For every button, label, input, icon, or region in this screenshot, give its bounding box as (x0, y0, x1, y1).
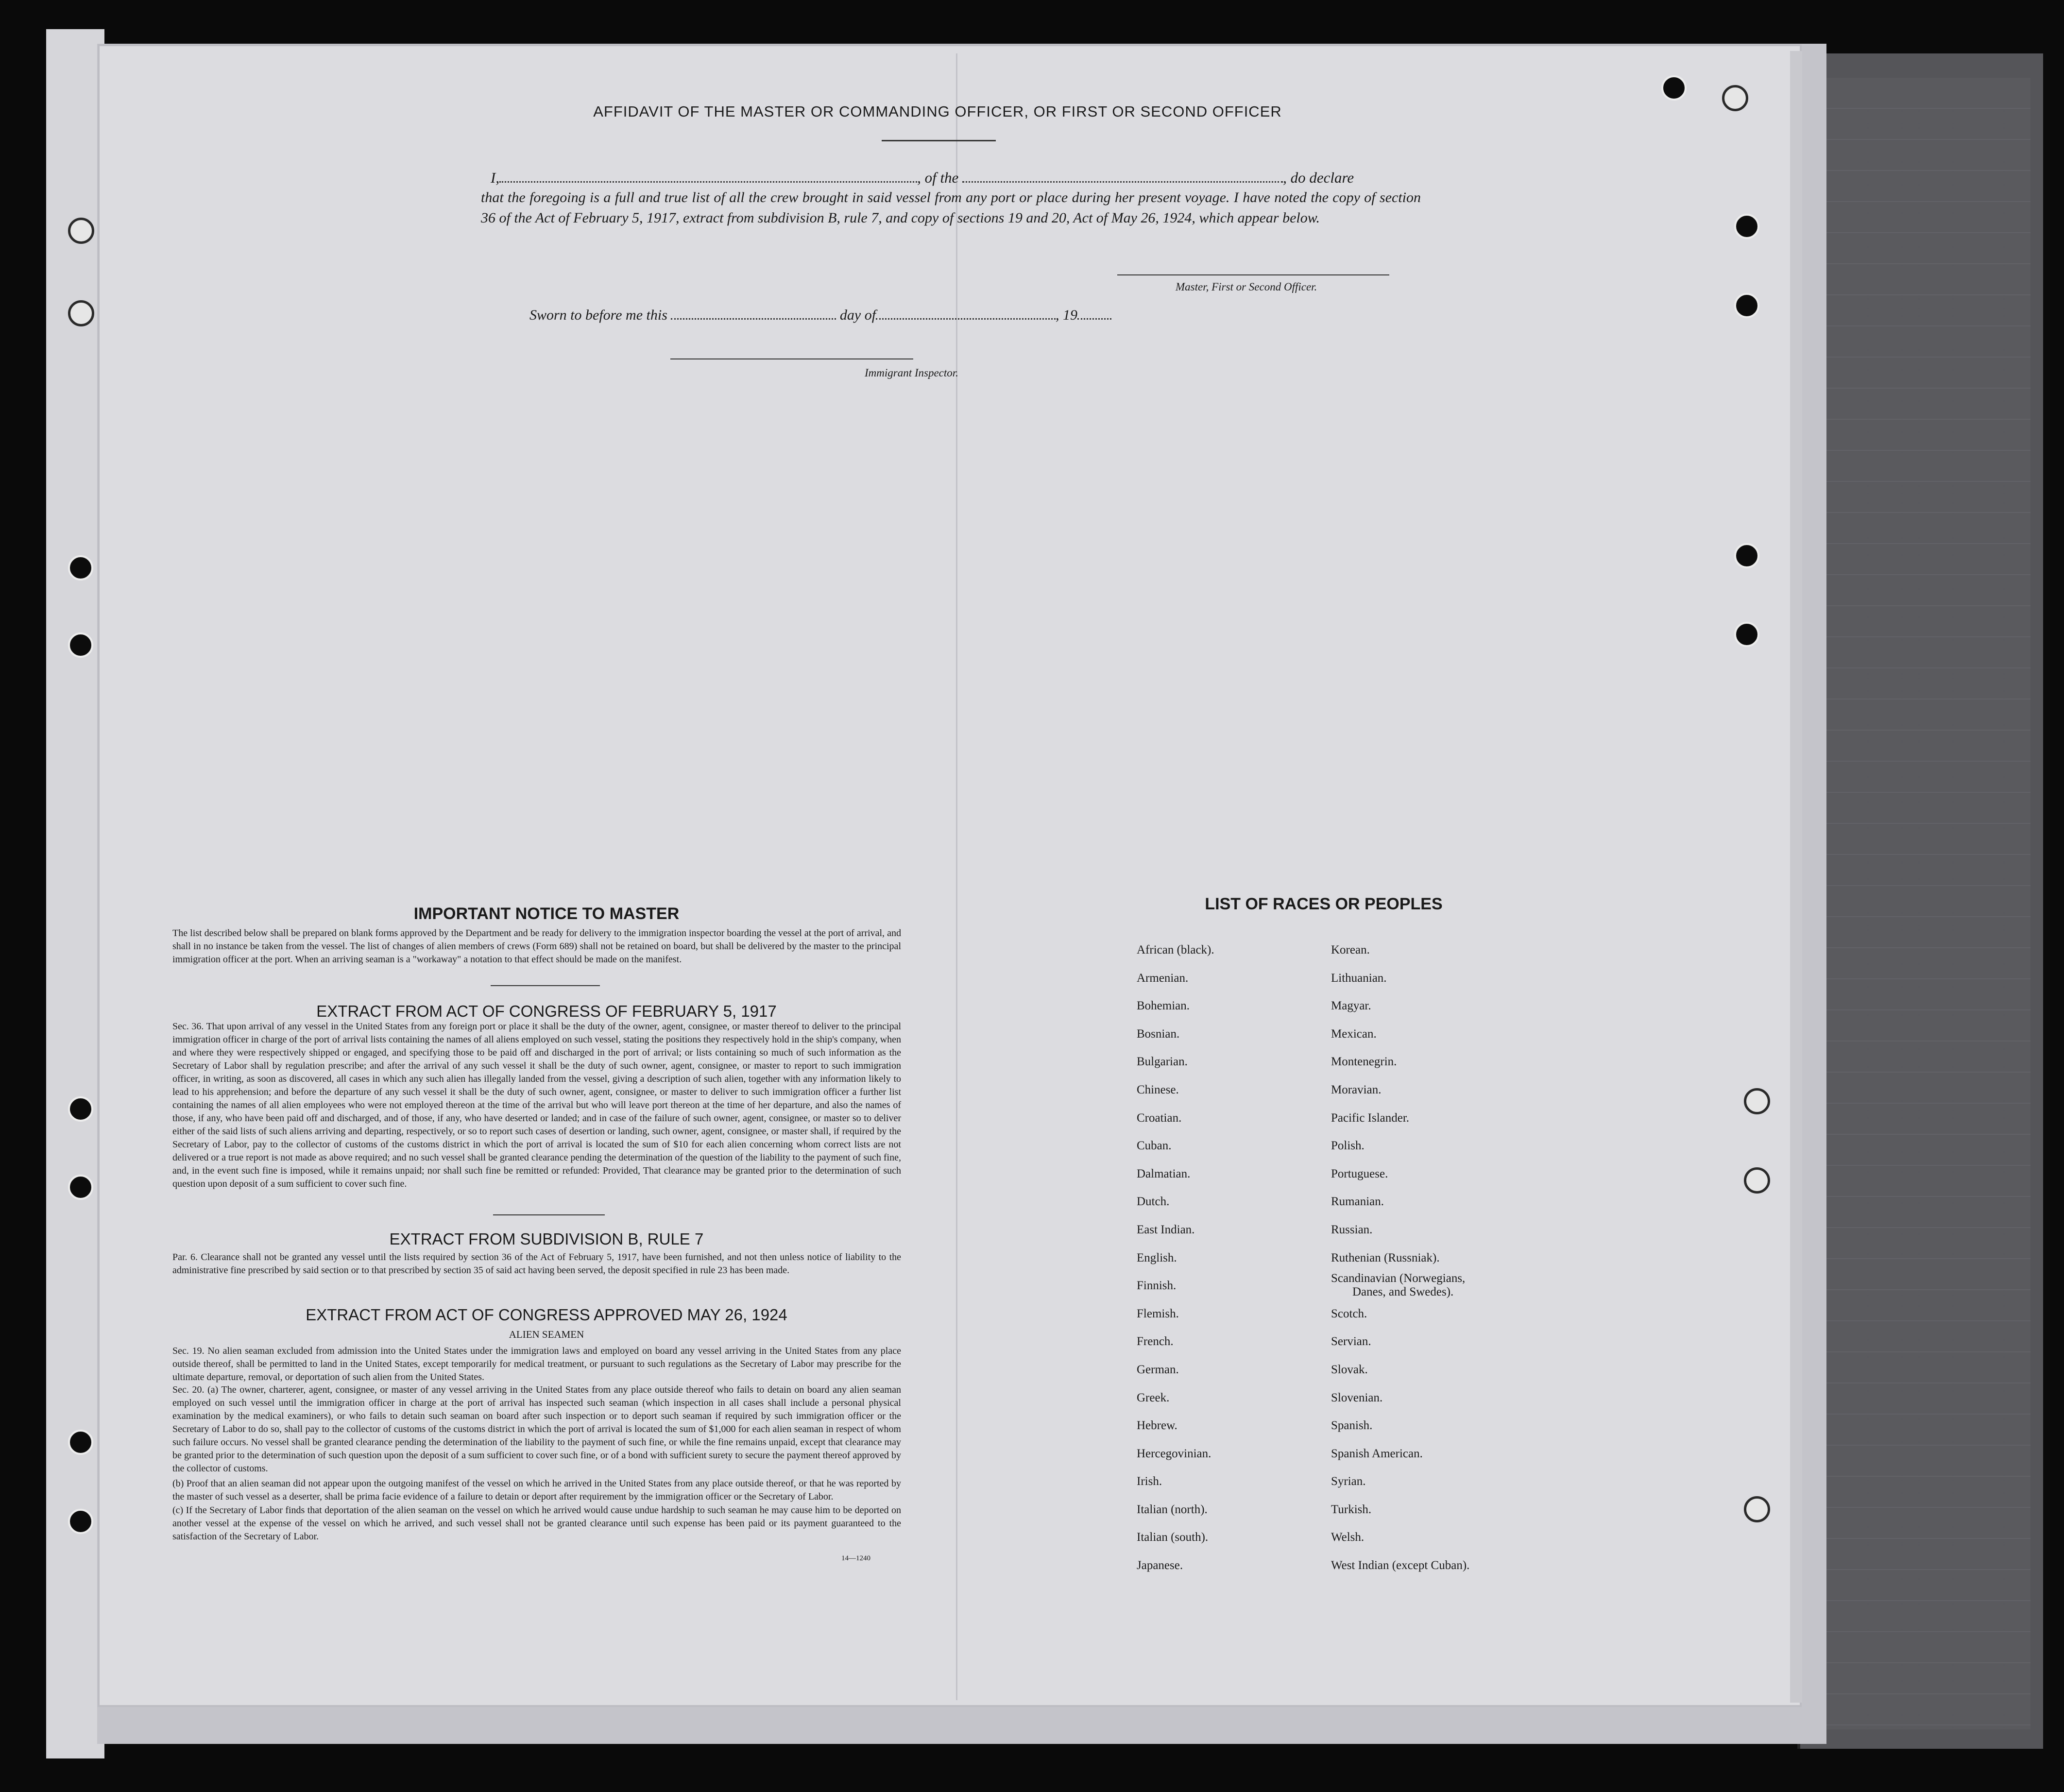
punch-hole (68, 218, 94, 244)
act-1924-title: EXTRACT FROM ACT OF CONGRESS APPROVED MAY 26, 1924 (306, 1306, 787, 1324)
title-divider (882, 140, 996, 141)
rule-7-body: Par. 6. Clearance shall not be granted any vessel until the lists required by section 36 of the Act of February 5, 1917, have been furnished, and not then unless notice of liability to the administrative fine prescribed by said section or to that prescribed by section 35 of said act having been served, the deposit specified in rule 23 has been made. (172, 1252, 901, 1276)
sworn-year-field[interactable] (1077, 318, 1111, 320)
punch-hole (1661, 75, 1687, 101)
act-1924-sec20c: (c) If the Secretary of Labor finds that deportation of the alien seaman on the vessel on which he arrived would cause undue hardship to such seaman he may cause him to be deported on another vessel at the expense of the vessel on which he arrived, and such vessel shall not be granted clearance until such expense has been paid or its payment guaranteed to the satisfaction of the Secretary of Labor. (172, 1505, 901, 1542)
race-item: Bulgarian. (1137, 1055, 1188, 1069)
race-item: Greek. (1137, 1391, 1170, 1404)
affidavit-title: AFFIDAVIT OF THE MASTER OR COMMANDING OFFICER, OR FIRST OR SECOND OFFICER (593, 103, 1282, 120)
notice-body: The list described below shall be prepared on blank forms approved by the Department and be ready for delivery to the immigration inspector boarding the vessel at the port of arrival, and shall in no instance be taken from the vessel. The list of changes of alien members of crews (Form 689) shall not be retained on board, but shall be delivered by the master to the principal immigration officer at the port. When an arriving seaman is a "workaway" a notation to that effect should be made on the manifest. (172, 928, 901, 965)
affidavit-declaration-line (481, 168, 1423, 188)
race-item: Hercegovinian. (1137, 1447, 1211, 1460)
affidavit-body: that the foregoing is a full and true list of all the crew brought in said vessel from any port or place during her present voyage. I have noted the copy of section 36 of the Act of February 5, 1917, extract from subdivision B, rule 7, and copy of sections 19 and 20, Act of May 26, 1924, which appear below. (481, 189, 1421, 226)
race-item: Slovenian. (1331, 1391, 1383, 1404)
punch-hole (68, 300, 94, 326)
races-title: LIST OF RACES OR PEOPLES (1205, 895, 1443, 913)
punch-hole (68, 1509, 93, 1534)
inspector-signature-line (670, 358, 913, 359)
race-item: French. (1137, 1335, 1174, 1348)
race-item: Irish. (1137, 1475, 1162, 1488)
race-item: Armenian. (1137, 971, 1189, 985)
race-item: African (black). (1137, 943, 1214, 956)
race-item: Portuguese. (1331, 1167, 1388, 1180)
year-label: , 19 (1056, 307, 1078, 323)
sheet-edge (1790, 51, 1802, 1703)
race-item: Bohemian. (1137, 999, 1190, 1013)
notice-title: IMPORTANT NOTICE TO MASTER (413, 905, 680, 923)
race-item: Flemish. (1137, 1307, 1179, 1320)
act-1924-sec20b: (b) Proof that an alien seaman did not appear upon the outgoing manifest of the vessel on which he arrived in the United States from any place outside thereof, or that he was reported by the master of such vessel as a deserter, shall be prima facie evidence of a failure to detain or deport after requirement by the immigration officer or the Secretary of Labor. (172, 1478, 901, 1502)
race-item-line: Scandinavian (Norwegians, (1331, 1272, 1466, 1285)
race-item: Japanese. (1137, 1559, 1183, 1572)
section-divider (493, 1214, 605, 1215)
punch-hole (1734, 293, 1759, 318)
race-item: East Indian. (1137, 1223, 1195, 1236)
race-item: Dutch. (1137, 1195, 1170, 1209)
i-label: I, (491, 169, 500, 186)
act-1924-sec19: Sec. 19. No alien seaman excluded from admission into the United States under the immigration laws and employed on board any vessel arriving in the United States from any place outside thereof, shall be permitted to land in the United States, except temporarily for medical treatment, or pursuant to such regulations as the Secretary of Labor may prescribe for the ultimate departure, removal, or deportation of such alien from the United States. (172, 1346, 901, 1382)
rule-7-title: EXTRACT FROM SUBDIVISION B, RULE 7 (389, 1230, 704, 1248)
race-item: German. (1137, 1363, 1179, 1376)
race-item: Rumanian. (1331, 1195, 1384, 1209)
race-item: Turkish. (1331, 1502, 1372, 1516)
race-item: Finnish. (1137, 1279, 1177, 1293)
races-column-1 (1137, 936, 1214, 1580)
punch-hole (1722, 85, 1748, 111)
race-item: Polish. (1331, 1139, 1365, 1153)
punch-hole (1734, 622, 1759, 647)
of-the-label: , of the (917, 169, 959, 186)
ledger-lines (1817, 78, 2030, 1729)
race-item: Pacific Islander. (1331, 1111, 1410, 1125)
race-item: Croatian. (1137, 1111, 1182, 1125)
punch-hole (68, 1096, 93, 1122)
race-item: Chinese. (1137, 1083, 1179, 1096)
punch-hole (68, 555, 93, 580)
punch-hole (1744, 1167, 1770, 1194)
race-item-line: Danes, and Swedes). (1352, 1285, 1454, 1299)
do-declare-label: , do declare (1283, 169, 1354, 186)
act-1917-title: EXTRACT FROM ACT OF CONGRESS OF FEBRUARY 5, 1917 (316, 1002, 777, 1020)
race-item: Cuban. (1137, 1139, 1172, 1153)
race-item: Spanish. (1331, 1419, 1373, 1433)
punch-hole (1734, 543, 1759, 568)
race-item: Dalmatian. (1137, 1167, 1191, 1180)
sworn-day-field[interactable] (671, 318, 836, 320)
race-item: Italian (south). (1137, 1531, 1209, 1544)
master-signature-caption: Master, First or Second Officer. (1176, 281, 1317, 293)
race-item: Bosnian. (1137, 1027, 1180, 1041)
race-item (1331, 1272, 1469, 1300)
race-item: Scotch. (1331, 1307, 1367, 1320)
race-item: Syrian. (1331, 1475, 1366, 1488)
race-item: Magyar. (1331, 999, 1371, 1013)
day-of-label: day of (839, 307, 876, 323)
race-item: Italian (north). (1137, 1502, 1208, 1516)
sworn-line (529, 307, 1111, 324)
race-item: Ruthenian (Russniak). (1331, 1251, 1440, 1264)
punch-hole (68, 632, 93, 658)
race-item: Slovak. (1331, 1363, 1368, 1376)
race-item: Moravian. (1331, 1083, 1382, 1096)
inspector-caption: Immigrant Inspector. (865, 367, 958, 379)
punch-hole (1744, 1088, 1770, 1114)
race-item: Welsh. (1331, 1531, 1365, 1544)
sworn-label: Sworn to before me this (529, 307, 667, 323)
races-column-2 (1331, 936, 1469, 1580)
sworn-month-field[interactable] (876, 318, 1056, 320)
punch-hole (1734, 214, 1759, 239)
race-item: Mexican. (1331, 1027, 1377, 1041)
binding-strip (46, 29, 104, 1758)
punch-hole (1744, 1496, 1770, 1522)
race-item: Lithuanian. (1331, 971, 1387, 985)
punch-hole (68, 1175, 93, 1200)
race-item: English. (1137, 1251, 1177, 1264)
race-item: Russian. (1331, 1223, 1373, 1236)
vessel-name-field[interactable] (962, 181, 1283, 183)
race-item: Hebrew. (1137, 1419, 1177, 1433)
form-number: 14—1240 (841, 1554, 870, 1562)
race-item: Korean. (1331, 943, 1370, 956)
act-1924-subtitle: ALIEN SEAMEN (509, 1329, 584, 1340)
race-item: Montenegrin. (1331, 1055, 1397, 1069)
section-divider (491, 985, 600, 986)
officer-name-field[interactable] (499, 181, 917, 183)
race-item: West Indian (except Cuban). (1331, 1559, 1470, 1572)
act-1924-sec20a: Sec. 20. (a) The owner, charterer, agent, consignee, or master of any vessel arriving in the United States from any place outside thereof who fails to detain on board any alien seaman employed on such vessel until the immigration officer in charge at the port of arrival has inspected such seaman (which inspection in all cases shall include a personal physical examination by the medical examiners), or who fails to detain such seaman on board after such inspection or to deport such seaman if required by such immigration officer or the Secretary of Labor to do so, shall pay to the collector of customs of the customs district in which the port of arrival is located the sum of $1,000 for each alien seaman in respect of whom such failure occurs. No vessel shall be granted clearance pending the determination of the liability to the payment of such fine, or while the fine remains unpaid, except that clearance may be granted prior to the determination of such question upon the deposit of a sum sufficient to cover such fine, or of a bond with sufficient surety to secure the payment thereof approved by the collector of customs. (172, 1384, 901, 1474)
punch-hole (68, 1430, 93, 1455)
center-fold (956, 53, 957, 1700)
act-1917-body: Sec. 36. That upon arrival of any vessel in the United States from any foreign port or place it shall be the duty of the owner, agent, consignee, or master thereof to deliver to the principal immigration officer in charge of the port of arrival lists containing the names of all aliens employed on such vessel, stating the positions they respectively hold in the ship's company, when and where they were respectively shipped or engaged, and specifying those to be paid off and discharged in the port of arrival; or lists containing so much of such information as the Secretary of Labor shall by regulation prescribe; and after the arrival of any such vessel it shall be the duty of such owner, agent, consignee, or master to report to such immigration officer, in writing, as soon as discovered, all cases in which any such alien has illegally landed from the vessel, giving a description of such alien, together with any information likely to lead to his apprehension; and before the departure of any such vessel it shall be the duty of such owner, agent, consignee, or master to deliver to such immigration officer a further list containing the names of all alien employees who were not employed thereon at the time of the arrival but who will leave port thereon at the time of her departure, and also the names of those, if any, who have been paid off and discharged, and of those, if any, who have deserted or landed; and in case of the failure of such owner, agent, consignee, or master so to deliver either of the said lists of such aliens arriving and departing, respectively, or so to report such cases of desertion or landing, such owner, agent, consignee, or master shall, if required by the Secretary of Labor, pay to the collector of customs of the customs district in which the port of arrival is located the sum of $10 for each alien concerning whom correct lists are not delivered or a true report is not made as above required; and no such vessel shall be granted clearance pending the determination of the question of the liability to the payment of such fine, and, in the event such fine is imposed, while it remains unpaid; nor shall such fine be remitted or refunded: Provided, That clearance may be granted prior to the determination of such question upon deposit of a sum sufficient to cover such fine. (172, 1021, 901, 1189)
master-signature-line (1117, 274, 1389, 275)
race-item: Spanish American. (1331, 1447, 1423, 1460)
race-item: Servian. (1331, 1335, 1371, 1348)
